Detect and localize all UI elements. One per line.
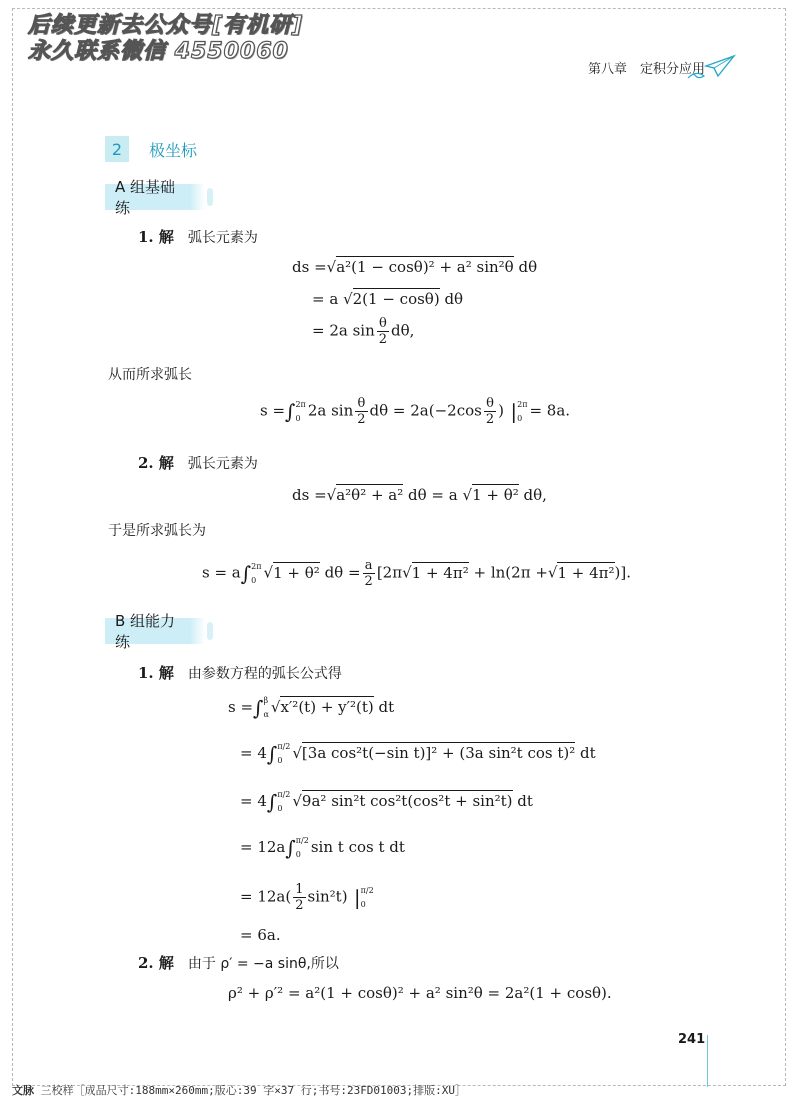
watermark-line-1: 后续更新去公众号[有机研] (28, 13, 304, 38)
problem-a2-heading (138, 452, 258, 473)
equation-a1-line3: = 2a sin $\frac{\theta}{2}$ dθ, (312, 316, 415, 347)
equation-b2: ρ² + ρ′² = a²(1 + cosθ)² + a² sin²θ = 2a²(1 + cosθ). (228, 984, 612, 1002)
problem-text: 由于 ρ′ = −a sinθ,所以 (187, 956, 339, 972)
equation-a2-arc-length: s = a∫ 2π 0 √1 + θ² dθ = $\frac{a}{2}$ [2π√1 + 4π² + ln(2π +√1 + 4π²)]. (202, 558, 632, 589)
paper-plane-icon (686, 52, 738, 82)
equation-a1-arc-length: s =∫ 2π 0 2a sin $\frac{\theta}{2}$ dθ = 2a(−2cos $\frac{\theta}{2}$ ) | 2π 0 = 8a. (260, 396, 571, 427)
problem-b2-heading (138, 952, 339, 973)
page-number: 241 (678, 1032, 706, 1047)
problem-number: 1. 解 (138, 228, 174, 246)
equation-a2-line1: ds =√a²θ² + a² dθ = a √1 + θ² dθ, (292, 486, 547, 504)
footer-text: 三校样［成品尺寸:188mm×260mm;版心:39 字×37 行;书号:23FD01003;排版:XU］ (40, 1084, 467, 1097)
group-a-label: A 组基础练 (105, 184, 205, 210)
problem-text: 弧长元素为 (187, 456, 258, 472)
equation-b1-line2: = 4∫ π/2 0 √[3a cos²t(−sin t)]² + (3a sin²t cos t)² dt (240, 742, 596, 766)
problem-text: 由参数方程的弧长公式得 (187, 666, 342, 682)
problem-a1-heading (138, 226, 258, 247)
page-number-rule (707, 1035, 708, 1087)
watermark-line-2: 永久联系微信 4550060 (28, 39, 289, 64)
equation-b1-line4: = 12a∫ π/2 0 sin t cos t dt (240, 836, 405, 860)
section-title: 极坐标 (149, 140, 198, 160)
problem-text: 弧长元素为 (187, 230, 258, 246)
equation-b1-line1: s =∫ β α √x′²(t) + y′²(t) dt (228, 696, 395, 720)
running-head: 第八章 定积分应用 (588, 62, 706, 77)
section-heading (105, 136, 197, 162)
problem-b1-heading (138, 662, 342, 683)
footer-brand: 文脉 (12, 1084, 34, 1097)
problem-number: 2. 解 (138, 454, 174, 472)
equation-a1-line1: ds =√a²(1 − cosθ)² + a² sin²θ dθ (292, 258, 538, 276)
equation-b1-line3: = 4∫ π/2 0 √9a² sin²t cos²t(cos²t + sin²t) dt (240, 790, 533, 814)
print-footer (12, 1082, 466, 1098)
section-number: 2 (105, 136, 129, 162)
problem-number: 1. 解 (138, 664, 174, 682)
equation-a1-line2: = a √2(1 − cosθ) dθ (312, 290, 464, 308)
text-a2-mid: 于是所求弧长为 (108, 523, 206, 539)
equation-b1-line5: = 12a( $\frac{1}{2}$ sin²t) | π/2 0 (240, 882, 374, 913)
problem-number: 2. 解 (138, 954, 174, 972)
group-b-label: B 组能力练 (105, 618, 205, 644)
page-border (12, 8, 786, 1086)
equation-b1-line6: = 6a. (240, 926, 281, 944)
text-a1-mid: 从而所求弧长 (108, 367, 192, 383)
